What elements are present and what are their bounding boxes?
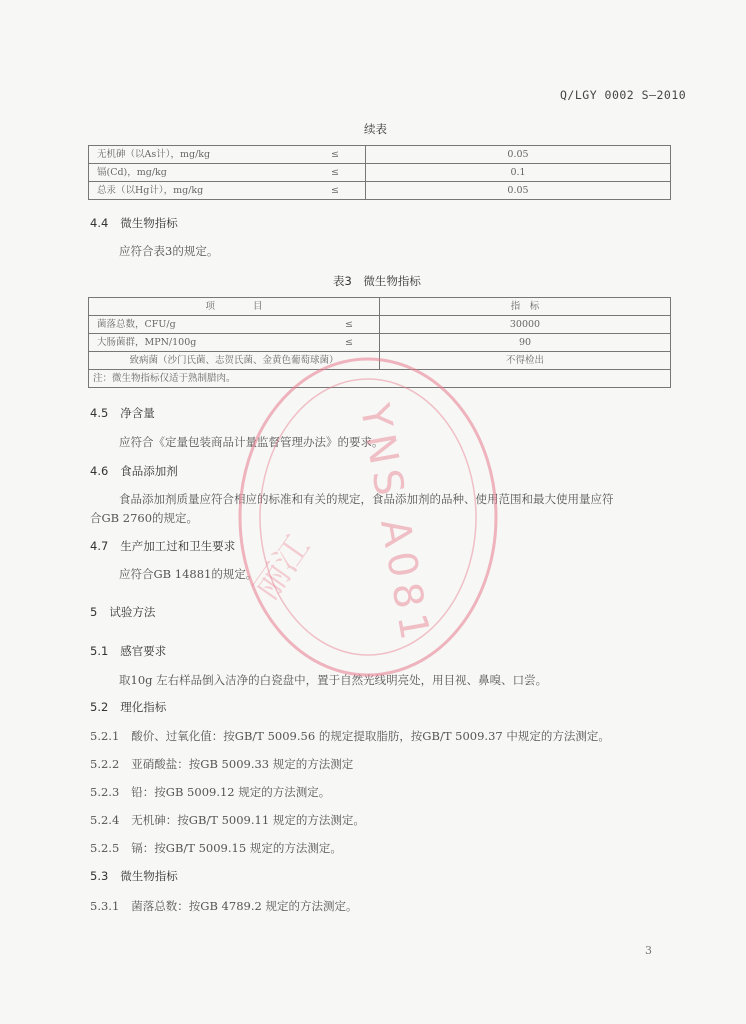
section-number: 5 [90,605,98,619]
header-item: 项 目 [89,298,380,316]
section-5-2-heading [90,699,166,715]
section-5-2-3 [90,784,330,800]
section-4-7-text: 应符合GB 14881的规定。 [119,567,258,581]
table-header-row [89,298,671,316]
section-text: 无机砷：按GB/T 5009.11 规定的方法测定。 [131,813,365,827]
row-value: 30000 [380,316,671,334]
section-5-1-heading [90,643,166,659]
section-number: 5.3.1 [90,899,120,913]
row-item: 大肠菌群，MPN/100g [89,334,321,352]
continued-table [88,145,671,200]
section-number: 5.2 [90,700,109,714]
section-5-heading [90,604,155,620]
table3-caption: 表3 微生物指标 [333,274,421,288]
section-number: 5.3 [90,869,109,883]
section-text: 菌落总数：按GB 4789.2 规定的方法测定。 [131,899,358,913]
section-text: 镉：按GB/T 5009.15 规定的方法测定。 [131,841,342,855]
section-5-1-text: 取10g 左右样品倒入洁净的白瓷盘中，置于自然光线明亮处，用目视、鼻嗅、口尝。 [119,673,548,687]
section-5-2-5 [90,840,342,856]
section-number: 5.2.3 [90,785,120,799]
row-value: 0.1 [366,164,671,182]
section-title: 食品添加剂 [120,464,178,478]
section-title: 净含量 [120,406,155,420]
table-row [89,352,671,370]
row-operator: ≤ [320,316,379,334]
row-value: 90 [380,334,671,352]
row-operator: ≤ [320,334,379,352]
section-4-4-text: 应符合表3的规定。 [119,244,219,258]
table3 [88,297,671,388]
table-row [89,334,671,352]
row-value: 0.05 [366,146,671,164]
page-number: 3 [645,944,652,957]
section-number: 5.2.1 [90,729,120,743]
section-number: 4.7 [90,539,109,553]
section-5-3-1 [90,898,357,914]
section-4-5-heading [90,405,155,421]
svg-text:丽江: 丽江 [246,528,319,608]
section-title: 生产加工过和卫生要求 [120,539,236,553]
section-title: 微生物指标 [120,216,178,230]
section-text: 酸价、过氧化值：按GB/T 5009.56 的规定提取脂肪，按GB/T 5009.37 中规定的方法测定。 [131,729,610,743]
table-note-row [89,370,671,388]
standard-number: Q/LGY 0002 S—2010 [560,88,687,102]
section-number: 5.1 [90,644,109,658]
section-number: 5.2.2 [90,757,120,771]
table-row [89,164,671,182]
table-row [89,182,671,200]
section-4-4-heading [90,215,178,231]
row-value: 不得检出 [380,352,671,370]
section-4-6-text-line1: 食品添加剂质量应符合相应的标准和有关的规定，食品添加剂的品种、使用范围和最大使用量应符 [119,492,614,506]
section-5-3-heading [90,868,178,884]
section-4-6-heading [90,463,178,479]
row-operator: ≤ [309,146,366,164]
header-value: 指 标 [380,298,671,316]
section-number: 4.5 [90,406,109,420]
section-4-7-heading [90,538,235,554]
row-value: 0.05 [366,182,671,200]
section-title: 试验方法 [109,605,156,619]
table-row [89,316,671,334]
section-5-2-4 [90,812,365,828]
row-item: 致病菌（沙门氏菌、志贺氏菌、金黄色葡萄球菌） [89,352,380,370]
section-title: 理化指标 [120,700,167,714]
section-title: 微生物指标 [120,869,178,883]
section-number: 5.2.5 [90,841,120,855]
table-note: 注：微生物指标仅适于熟制腊肉。 [89,370,671,388]
section-4-5-text: 应符合《定量包装商品计量监督管理办法》的要求。 [119,435,384,449]
row-item: 总汞（以Hg计），mg/kg [89,182,310,200]
company-seal-stamp [232,352,504,682]
section-5-2-1 [90,728,610,744]
section-text: 亚硝酸盐：按GB 5009.33 规定的方法测定 [131,757,354,771]
row-item: 菌落总数，CFU/g [89,316,321,334]
section-number: 4.6 [90,464,109,478]
section-text: 铅：按GB 5009.12 规定的方法测定。 [131,785,331,799]
continued-table-caption: 续表 [364,122,387,136]
svg-text:YNS A081: YNS A081 [350,400,439,649]
section-title: 感官要求 [120,644,167,658]
row-operator: ≤ [309,182,366,200]
row-item: 镉(Cd)，mg/kg [89,164,310,182]
table-row [89,146,671,164]
section-number: 5.2.4 [90,813,120,827]
row-operator: ≤ [309,164,366,182]
row-item: 无机砷（以As计），mg/kg [89,146,310,164]
section-4-6-text-line2: 合GB 2760的规定。 [90,511,199,525]
section-5-2-2 [90,756,353,772]
section-number: 4.4 [90,216,109,230]
